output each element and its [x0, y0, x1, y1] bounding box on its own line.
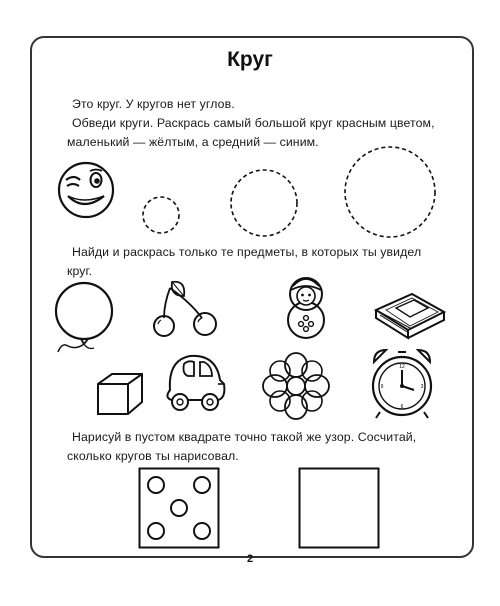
instruction-2-line-1: Найди и раскрась только те предметы, в которых ты увидел [72, 245, 422, 259]
svg-text:12: 12 [399, 364, 405, 370]
svg-text:3: 3 [420, 384, 424, 390]
dashed-circle-large [340, 142, 440, 242]
cube-icon [96, 370, 146, 416]
instruction-text-2 [52, 243, 472, 262]
alarm-clock-icon [364, 346, 440, 422]
instruction-3-line-1: Нарисуй в пустом квадрате точно такой же узор. Сосчитай, [72, 430, 417, 444]
intro-line-1: Это круг. У кругов нет углов. [72, 97, 235, 111]
cherries-icon [146, 278, 224, 338]
balloon-icon [52, 280, 118, 360]
instruction-line-2: маленький — жёлтым, а средний — синим. [67, 135, 319, 149]
empty-drawing-square[interactable] [298, 467, 380, 549]
pattern-square [138, 467, 220, 549]
intro-text [52, 95, 472, 114]
book-icon [372, 288, 448, 340]
instruction-text-3b [52, 447, 467, 466]
instruction-text-1 [52, 114, 472, 133]
roly-poly-doll-icon [279, 274, 333, 340]
dashed-circle-medium [228, 167, 300, 239]
instruction-text-2b [52, 262, 467, 281]
instruction-text-3 [52, 428, 472, 447]
instruction-line-1: Обведи круги. Раскрась самый большой круг красным цветом, [72, 116, 435, 130]
svg-text:9: 9 [380, 384, 384, 390]
instruction-3-line-2: сколько кругов ты нарисовал. [67, 449, 239, 463]
smiling-face-icon [54, 160, 118, 220]
svg-text:6: 6 [400, 404, 404, 410]
page-title: Круг [227, 48, 273, 71]
flower-icon [260, 350, 332, 422]
instruction-2-line-2: круг. [67, 264, 93, 278]
toy-car-icon [160, 350, 230, 414]
dashed-circle-small [138, 192, 184, 238]
page-number: 2 [246, 553, 254, 565]
